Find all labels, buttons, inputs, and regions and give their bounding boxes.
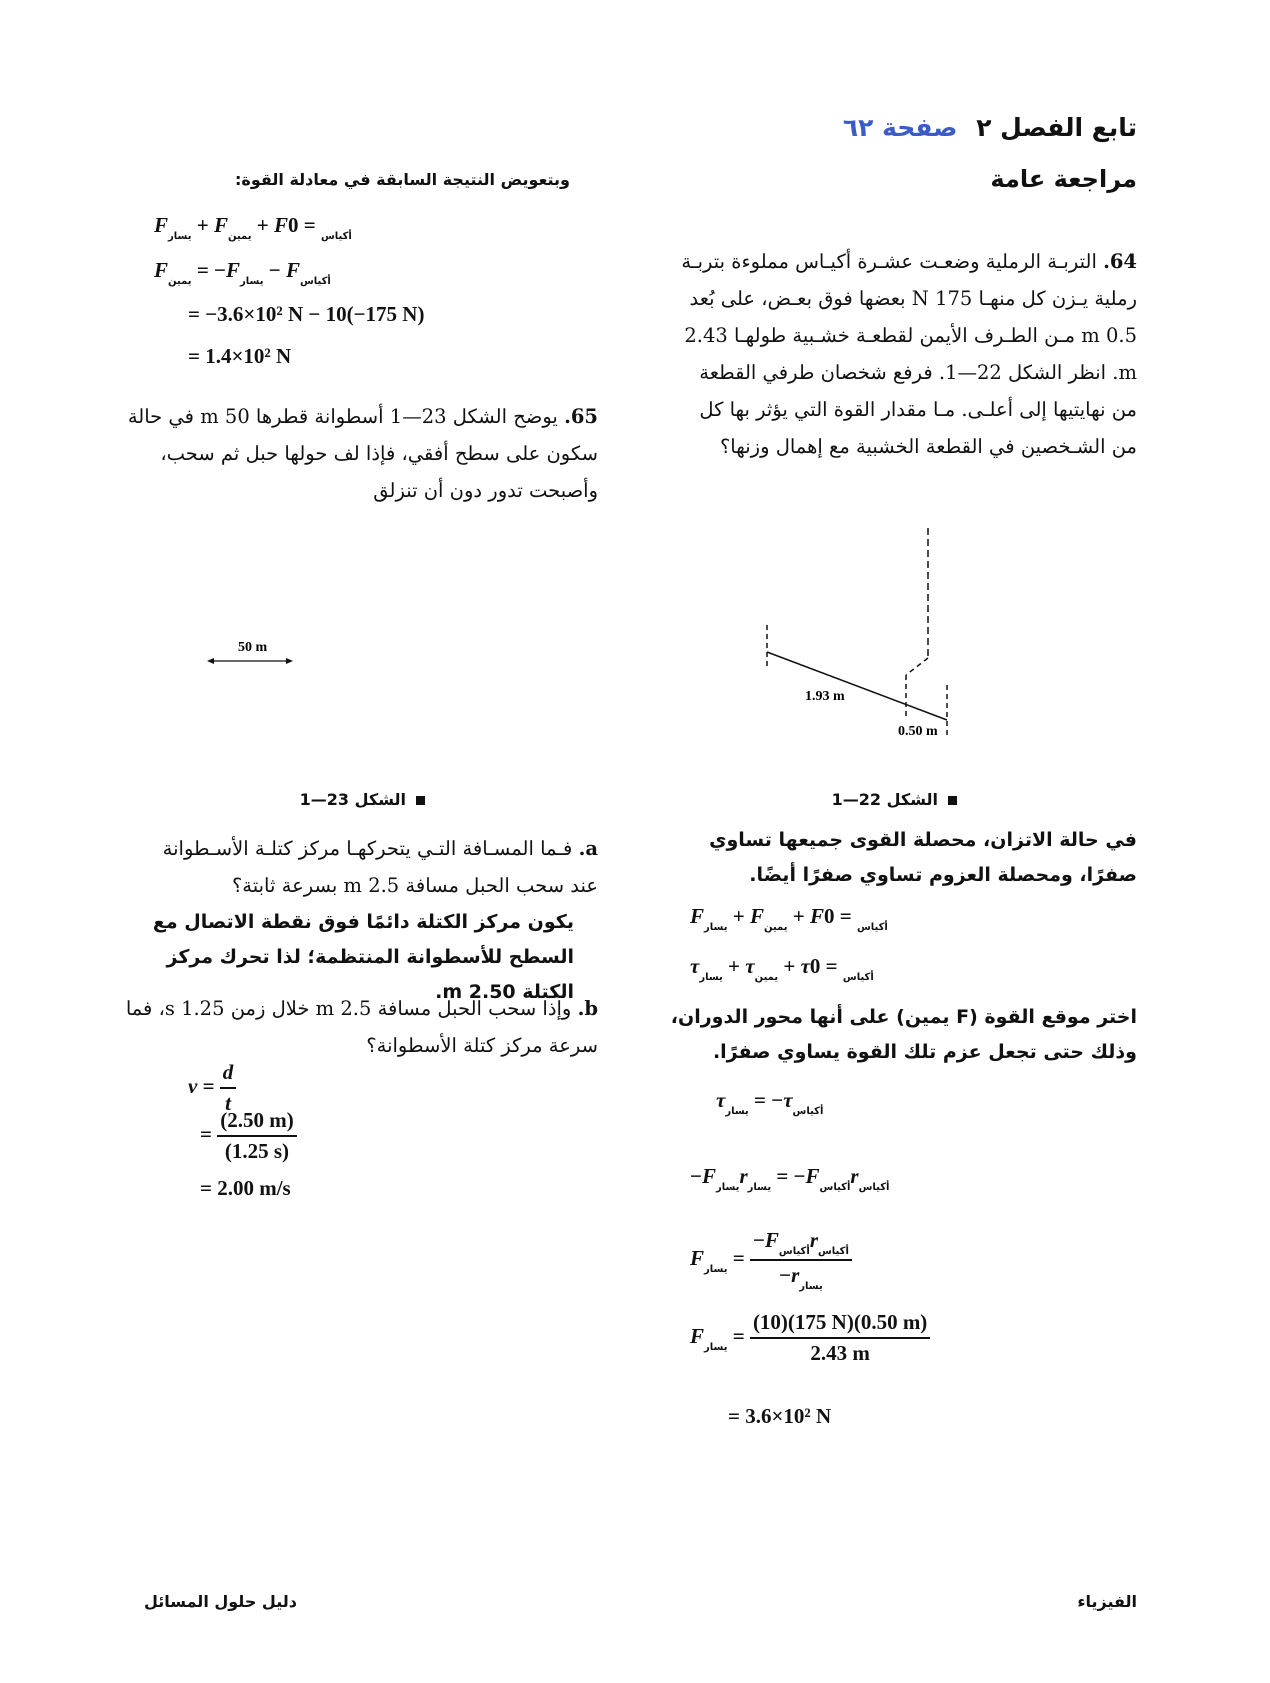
label-long-distance: 1.93 m (805, 689, 845, 704)
part-b-text: وإذا سحب الحبل مسافة 2.5 m خلال زمن 1.25 s، فما سرعة مركز كتلة الأسطوانة؟ (125, 997, 598, 1057)
problem-number: 64. (1103, 250, 1137, 273)
force-right-equation: $F_{يمين} = -F_{يسار} - F_{أكياس}$ (154, 258, 331, 287)
page-label: صفحة ٦٢ (842, 113, 958, 142)
figure-1-22 (750, 520, 990, 745)
force-result: = 3.6×10² N (728, 1404, 832, 1428)
problem-number: 65. (564, 405, 598, 428)
solution-intro: في حالة الاتزان، محصلة القوى جميعها تساوي صفرًا، ومحصلة العزوم تساوي صفرًا أيضًا. (709, 829, 1137, 886)
part-a-question (138, 830, 598, 904)
diameter-label: 50 m (238, 640, 268, 655)
substitution-intro: وبتعويض النتيجة السابقة في معادلة القوة: (235, 170, 570, 189)
force-substitution-equation: $F_{يسار}$ = $\frac{(10)(175 N)(0.50 m)}{2.43 m}$ (690, 1310, 930, 1366)
torque-sum-equation: $\tau_{يسار} + \tau_{يمين} + \tau$ $_{أكياس}$ = 0 (690, 954, 874, 983)
chapter-label: تابع الفصل ٢ (976, 113, 1137, 142)
figure-caption-1-22: الشكل 22—1 (832, 790, 957, 809)
section-title: مراجعة عامة (990, 165, 1137, 193)
force-solve-equation: $F_{يسار}$ = $\frac{-F_{أكياس}r_{أكياس}}{-r_{يسار}}$ (690, 1228, 852, 1292)
force-sum-equation-2: $F_{يسار} + F_{يمين} + F$ $_{أكياس}$ = 0 (154, 213, 352, 242)
problem-text: التربـة الرملية وضعـت عشـرة أكيـاس مملوءة بتربـة رملية يـزن كل منهـا 175 N بعضها فوق بعـض، على بُعد 0.5 m مـن الطـرف الأيمن لقطعـة خشـبية طولهـا 2.43 m. انظر الشكل 22—1. فرفع شخصان طرفي القطعة من نهايتيها إلى أعلـى. مـا مقدار القوة التي يؤثر بها كل من الشـخصين في القطعة الخشبية مع إهمال وزنها؟ (681, 250, 1137, 458)
caption-square-icon (948, 796, 957, 805)
arrow-right-icon (286, 658, 293, 664)
force-right-result: = 1.4×10² N (188, 344, 292, 368)
force-radius-equation: $-F_{يسار}r_{يسار} = -F_{أكياس}r_{أكياس}$ (690, 1164, 890, 1193)
part-a-letter: a. (578, 837, 598, 860)
chapter-header (843, 113, 1137, 142)
part-b-question (120, 990, 598, 1064)
rope-diagonal (906, 658, 928, 675)
label-short-distance: 0.50 m (898, 724, 938, 739)
problem-65 (110, 398, 598, 509)
caption-square-icon (416, 796, 425, 805)
figure-caption-1-23: الشكل 23—1 (300, 790, 425, 809)
problem-64 (669, 243, 1137, 465)
part-b-letter: b. (577, 997, 598, 1020)
plank-line (767, 652, 947, 720)
velocity-definition: v = $\frac{d}{t}$ (188, 1060, 236, 1116)
problem-text: يوضح الشكل 23—1 أسطوانة قطرها 50 m في حالة سكون على سطح أفقي، فإذا لف حولها حبل ثم سحب، وأصبحت تدور دون أن تنزلق (127, 405, 598, 502)
figure-1-23 (205, 635, 305, 675)
choose-pivot-text: اختر موقع القوة (F يمين) على أنها محور الدوران، وذلك حتى تجعل عزم تلك القوة يساوي صفرًا. (670, 1006, 1137, 1063)
part-a-text: فـما المسـافة التـي يتحركهـا مركز كتلـة الأسـطوانة عند سحب الحبل مسافة 2.5 m بسرعة ثابتة؟ (162, 837, 598, 897)
force-right-substitution: = −3.6×10² N − 10(−175 N) (188, 302, 425, 326)
part-a-answer: يكون مركز الكتلة دائمًا فوق نقطة الاتصال مع السطح للأسطوانة المنتظمة؛ لذا تحرك مركز الكتلة 2.50 m. (152, 911, 574, 1003)
footer-subject: الفيزياء (1077, 1592, 1137, 1611)
force-sum-equation: $F_{يسار} + F_{يمين} + F$ $_{أكياس}$ = 0 (690, 904, 888, 933)
torque-balance-equation: $\tau_{يسار} = -\tau_{أكياس}$ (716, 1088, 824, 1117)
velocity-result: = 2.00 m/s (200, 1176, 291, 1200)
velocity-substitution: = $\frac{(2.50 m)}{(1.25 s)}$ (200, 1108, 297, 1164)
arrow-left-icon (207, 658, 214, 664)
footer-guide-title: دليل حلول المسائل (144, 1592, 297, 1611)
